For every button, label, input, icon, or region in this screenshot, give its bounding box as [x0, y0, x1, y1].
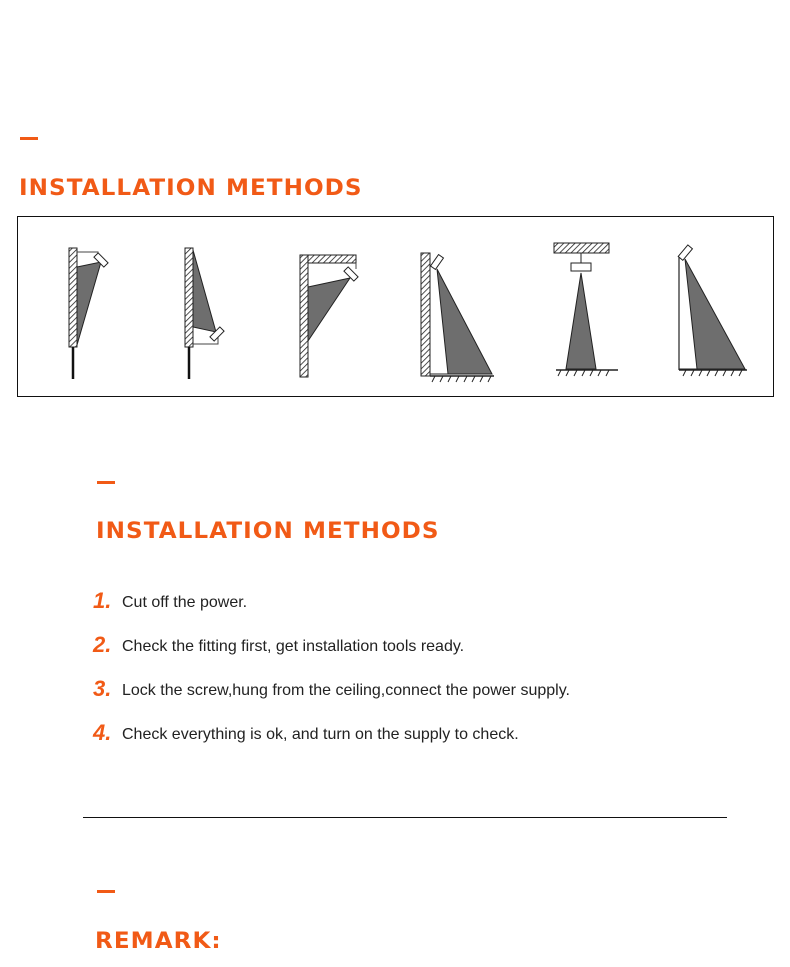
step-number: 1. [93, 588, 112, 613]
accent-dash [20, 137, 38, 140]
section-heading-installation-methods: INSTALLATION METHODS [19, 176, 363, 201]
pole-top-light-icon [678, 245, 747, 376]
corner-mount-light-icon [300, 255, 358, 377]
wall-bracket-upward-light-icon [69, 248, 108, 379]
step-text: Check the fitting first, get installation tools ready. [122, 638, 465, 655]
accent-dash [97, 481, 115, 484]
wall-floor-light-icon [421, 253, 494, 382]
ceiling-pendant-light-icon [554, 243, 618, 376]
accent-dash [97, 890, 115, 893]
section-heading-remark: REMARK: [95, 929, 222, 954]
section-divider [83, 817, 727, 818]
wall-bracket-downward-light-icon [185, 248, 224, 379]
step-number: 2. [93, 632, 112, 657]
section-heading-installation-steps: INSTALLATION METHODS [96, 519, 440, 544]
step-number: 3. [93, 676, 112, 701]
step-text: Cut off the power. [122, 594, 248, 611]
step-text: Check everything is ok, and turn on the supply to check. [122, 726, 519, 743]
installation-diagrams-panel [17, 216, 774, 397]
step-number: 4. [93, 720, 112, 745]
step-text: Lock the screw,hung from the ceiling,connect the power supply. [122, 682, 570, 699]
